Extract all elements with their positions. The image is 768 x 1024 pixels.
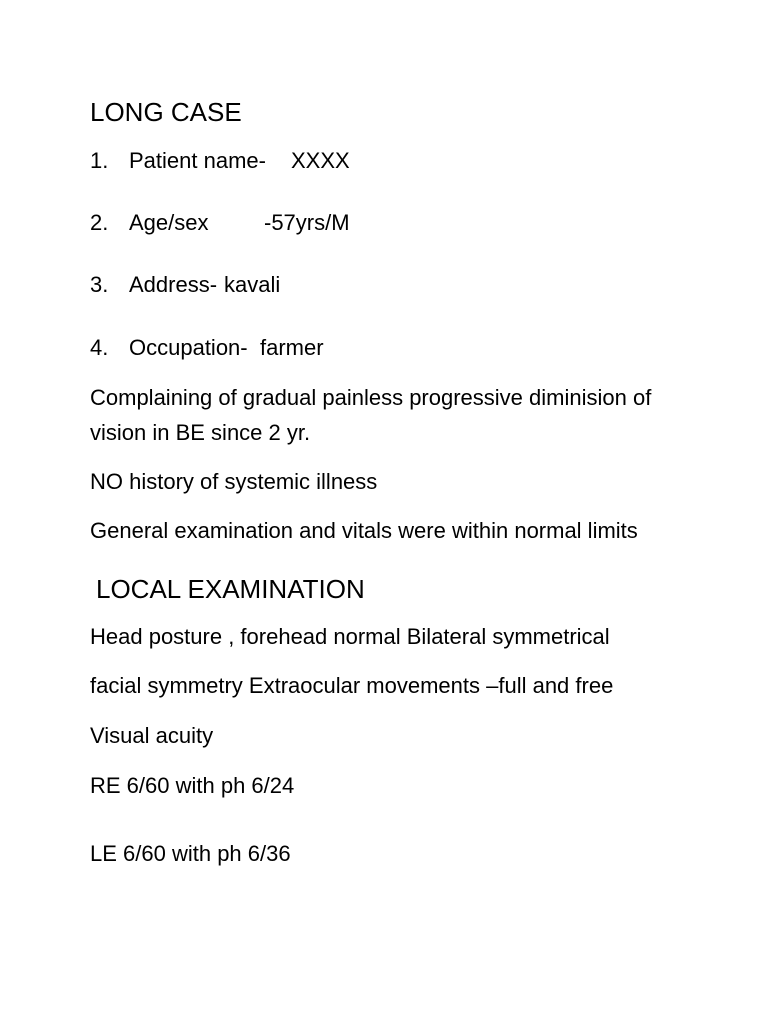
local-exam-line: Head posture , forehead normal Bilateral symmetrical	[90, 624, 610, 649]
detail-patient-name	[90, 147, 690, 175]
detail-number: 1.	[90, 148, 109, 173]
detail-value: -57yrs/M	[264, 210, 350, 235]
detail-label: Address-	[129, 272, 218, 297]
local-exam-line: facial symmetry Extraocular movements –full and free	[90, 673, 614, 698]
detail-value: kavali	[224, 272, 281, 297]
complaint-text: Complaining of gradual painless progressive diminision of vision in BE since 2 yr.	[90, 385, 652, 445]
document-title: LONG CASE	[90, 97, 242, 127]
detail-number: 2.	[90, 210, 109, 235]
detail-age-sex	[90, 209, 690, 237]
history-text: NO history of systemic illness	[90, 469, 378, 494]
general-exam-text: General examination and vitals were within normal limits	[90, 518, 638, 543]
detail-label: Patient name-	[129, 148, 266, 173]
detail-value: farmer	[260, 335, 324, 360]
detail-label: Occupation-	[129, 335, 248, 360]
detail-value: XXXX	[291, 148, 350, 173]
left-eye-acuity: LE 6/60 with ph 6/36	[90, 841, 291, 866]
visual-acuity-label: Visual acuity	[90, 723, 214, 748]
right-eye-acuity: RE 6/60 with ph 6/24	[90, 773, 295, 798]
detail-occupation	[90, 334, 690, 362]
detail-label: Age/sex	[129, 210, 209, 235]
detail-address	[90, 271, 690, 299]
detail-number: 3.	[90, 272, 109, 297]
local-exam-heading: LOCAL EXAMINATION	[96, 574, 365, 604]
detail-number: 4.	[90, 335, 109, 360]
